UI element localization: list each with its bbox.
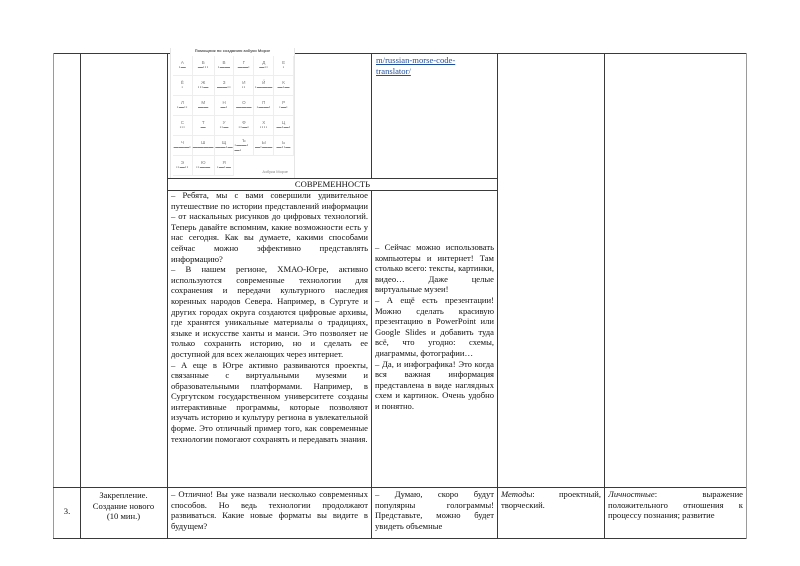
morse-letter-cell xyxy=(254,96,274,116)
morse-letter-cell xyxy=(254,116,274,136)
morse-code-symbol: — xyxy=(200,125,206,131)
morse-code-symbol: ———— xyxy=(192,145,214,151)
morse-code-symbol: —··· xyxy=(197,65,209,71)
morse-code-symbol: ···— xyxy=(197,85,209,91)
methods-value: : проектный, творческий. xyxy=(501,489,601,510)
student-activity-modern xyxy=(375,242,494,412)
row-3-teacher-activity xyxy=(171,489,368,531)
morse-code-symbol: ·——·—· xyxy=(234,142,249,154)
morse-code-symbol: ·—— xyxy=(217,65,231,71)
row-3-top-border xyxy=(53,487,746,488)
morse-letter: Ж xyxy=(201,80,206,85)
morse-letter: С xyxy=(180,120,185,125)
col-border-right xyxy=(746,53,747,539)
morse-letter: М xyxy=(201,100,206,105)
section-header-label: СОВРЕМЕННОСТЬ xyxy=(294,179,371,189)
morse-code-symbol: ——·— xyxy=(215,145,233,151)
morse-letter: Ш xyxy=(201,140,206,145)
morse-letter-cell xyxy=(215,156,235,176)
morse-letter-cell xyxy=(274,136,294,156)
row-3-results xyxy=(608,489,743,538)
section-header-modernity xyxy=(167,178,498,190)
morse-letter: Ю xyxy=(200,160,206,165)
morse-letter-cell xyxy=(254,56,274,76)
morse-letter: Е xyxy=(282,60,286,65)
morse-letter-cell xyxy=(274,76,294,96)
col-border-left xyxy=(53,53,54,539)
morse-code-symbol: ·——— xyxy=(255,85,273,91)
morse-letter-cell xyxy=(173,116,193,136)
morse-letter: З xyxy=(222,80,226,85)
table-bottom-border xyxy=(53,538,746,539)
student-text: – Думаю, скоро будут популярны голограммы! Представьте, можно будет увидеть объемные xyxy=(375,489,494,531)
morse-letter-cell xyxy=(193,96,215,116)
morse-code-symbol: ··—· xyxy=(238,125,250,131)
morse-letter: П xyxy=(262,100,266,105)
results-label: Личностные xyxy=(608,489,655,499)
col-border-4 xyxy=(497,53,498,539)
morse-letter-cell xyxy=(173,156,193,176)
morse-letter: Ь xyxy=(282,140,286,145)
link-line-1: m/russian-morse-code- xyxy=(376,55,456,65)
student-paragraph-1: – Сейчас можно использовать компьютеры и интернет! Там столько всего: тексты, картинки, видео… Даже целые виртуальные музеи! xyxy=(375,242,495,295)
col-border-3-upper xyxy=(371,53,372,178)
row-3-stage xyxy=(80,490,167,522)
morse-letter-cell xyxy=(274,116,294,136)
morse-translator-link[interactable] xyxy=(376,55,455,76)
morse-letter: А xyxy=(180,60,184,65)
morse-code-symbol: ··· xyxy=(179,125,186,131)
morse-letter-cell xyxy=(215,56,235,76)
morse-letter: Ё xyxy=(180,80,184,85)
col-border-5 xyxy=(604,53,605,539)
row-3-student-activity xyxy=(375,489,494,538)
morse-letter: К xyxy=(282,80,285,85)
morse-code-symbol: ·—·— xyxy=(216,165,232,171)
morse-letter: Я xyxy=(222,160,226,165)
morse-letter: И xyxy=(242,80,246,85)
student-paragraph-2: – А ещё есть презентации! Можно сделать красивую презентацию в PowerPoint или Google Slides и добавить туда всё, что угодно: схемы, диаграммы, фотографии… xyxy=(375,294,494,358)
morse-letter-cell xyxy=(234,96,254,116)
col-border-1 xyxy=(80,53,81,539)
morse-letter-cell xyxy=(234,56,254,76)
morse-code-symbol: ··—— xyxy=(196,165,211,171)
results-value: : выражение положительного отношения к процессу познания; развитие xyxy=(608,489,743,521)
morse-code-symbol: · xyxy=(181,85,184,91)
morse-code-symbol: ·——· xyxy=(256,105,271,111)
morse-code-symbol: —· xyxy=(220,105,228,111)
morse-letter: Э xyxy=(180,160,185,165)
morse-letter-cell xyxy=(173,76,193,96)
morse-code-image xyxy=(170,48,295,178)
morse-code-symbol: ——— xyxy=(236,105,252,111)
morse-image-title: Помощник по созданию азбуки Морзе xyxy=(194,48,271,53)
teacher-paragraph-2: – В нашем регионе, ХМАО-Югре, активно используются современные технологии для сохранения и передачи культурного наследия коренных народов Севера. Например, в Сургуте и других городах округа создаются цифровые архивы, где хранятся уникальные материалы о традициях, языке и искусстве ханты и манси. Это позволяет не только сохранить историю, но и сделать ее доступной для всех желающих через интернет. xyxy=(171,264,368,359)
morse-letter: Ц xyxy=(281,120,286,125)
morse-letter-cell xyxy=(215,76,235,96)
morse-alphabet-grid xyxy=(173,56,294,176)
row-3-number xyxy=(53,506,81,517)
teacher-activity-modern xyxy=(171,190,368,444)
morse-code-symbol: —·—· xyxy=(276,125,291,131)
morse-letter: Л xyxy=(180,100,184,105)
morse-code-symbol: —·—— xyxy=(255,145,273,151)
morse-letter-cell xyxy=(193,136,215,156)
morse-letter: В xyxy=(222,60,226,65)
morse-letter: Щ xyxy=(221,140,227,145)
row-3-methods xyxy=(501,489,601,510)
morse-letter: Й xyxy=(262,80,266,85)
morse-letter-cell xyxy=(215,116,235,136)
morse-code-symbol: ··— xyxy=(219,125,229,131)
morse-code-symbol: ———· xyxy=(173,145,192,151)
morse-letter-cell xyxy=(193,116,215,136)
student-paragraph-3: – Да, и инфографика! Это когда вся важная информация представлена в виде наглядных схем и картинок. Очень удобно и понятно. xyxy=(375,358,494,411)
morse-code-symbol: —— xyxy=(198,105,209,111)
morse-translator-link-cell xyxy=(376,55,494,76)
methods-label: Методы xyxy=(501,489,533,499)
morse-letter-cell xyxy=(234,116,254,136)
morse-letter: Г xyxy=(242,60,246,65)
morse-letter: Р xyxy=(282,100,286,105)
morse-letter-cell xyxy=(215,96,235,116)
morse-letter-cell xyxy=(193,156,215,176)
morse-code-symbol: ··—·· xyxy=(176,165,189,171)
morse-letter-cell xyxy=(193,56,215,76)
table-top-border xyxy=(53,53,746,54)
stage-line-2: Создание нового xyxy=(92,500,155,511)
teacher-text: – Отлично! Вы уже назвали несколько современных способов. Но ведь технологии продолжают развиваться. Какие новые форматы вы видите в будущем? xyxy=(171,489,368,531)
morse-letter-cell xyxy=(173,136,193,156)
teacher-paragraph-3: – А еще в Югре активно развиваются проекты, связанные с виртуальными музеями и образовательными платформами. Например, в Сургутском государственном университете созданы интерактивные программы, которые позволяют изучать историю и культуру региона в увлекательной форме. Это отличный пример того, как современные технологии помогают сохранять и передавать знания. xyxy=(171,359,368,444)
morse-letter-cell xyxy=(215,136,235,156)
morse-code-symbol: ·· xyxy=(242,85,246,91)
morse-image-caption: Азбука Морзе xyxy=(262,169,288,174)
morse-code-symbol: · xyxy=(282,65,285,71)
morse-letter-cell xyxy=(254,76,274,96)
teacher-paragraph-1: – Ребята, мы с вами совершили удивительное путешествие по истории представлений информации – от наскальных рисунков до цифровых технологий. Теперь давайте вспомним, какие возможности есть у нас сегодня. Как вы думаете, какими способами сейчас можно эффективно представлять информацию? xyxy=(171,190,368,264)
morse-letter: Х xyxy=(262,120,266,125)
morse-letter: Ъ xyxy=(242,137,246,143)
morse-code-symbol: ——·· xyxy=(216,85,232,91)
morse-letter-cell xyxy=(234,136,254,156)
morse-code-symbol: ·—·· xyxy=(177,105,188,111)
morse-code-symbol: —·· xyxy=(259,65,269,71)
morse-code-symbol: ·—· xyxy=(279,105,289,111)
morse-letter: Ы xyxy=(261,140,266,145)
morse-code-symbol: —··— xyxy=(276,145,291,151)
morse-letter-cell xyxy=(173,56,193,76)
morse-code-symbol: —·— xyxy=(277,85,290,91)
morse-letter-cell xyxy=(193,76,215,96)
morse-letter-cell xyxy=(274,56,294,76)
stage-line-3: (10 мин.) xyxy=(106,511,141,522)
morse-letter: О xyxy=(242,100,246,105)
morse-code-symbol: ·— xyxy=(178,65,186,71)
link-line-2: translator/ xyxy=(376,65,411,76)
morse-code-symbol: ···· xyxy=(260,125,268,131)
row-number: 3. xyxy=(63,506,71,516)
morse-code-symbol: ——· xyxy=(237,65,251,71)
morse-letter: Т xyxy=(201,120,205,125)
morse-letter-cell xyxy=(254,136,274,156)
col-border-2 xyxy=(167,53,168,539)
morse-letter-cell xyxy=(234,76,254,96)
morse-letter: Н xyxy=(222,100,226,105)
morse-letter-cell xyxy=(173,96,193,116)
morse-letter-cell xyxy=(274,96,294,116)
morse-letter: Ч xyxy=(180,140,184,145)
morse-letter: Ф xyxy=(242,120,246,125)
morse-letter: Д xyxy=(262,60,266,65)
morse-letter: У xyxy=(222,120,226,125)
stage-line-1: Закрепление. xyxy=(99,490,148,500)
morse-letter: Б xyxy=(201,60,205,65)
